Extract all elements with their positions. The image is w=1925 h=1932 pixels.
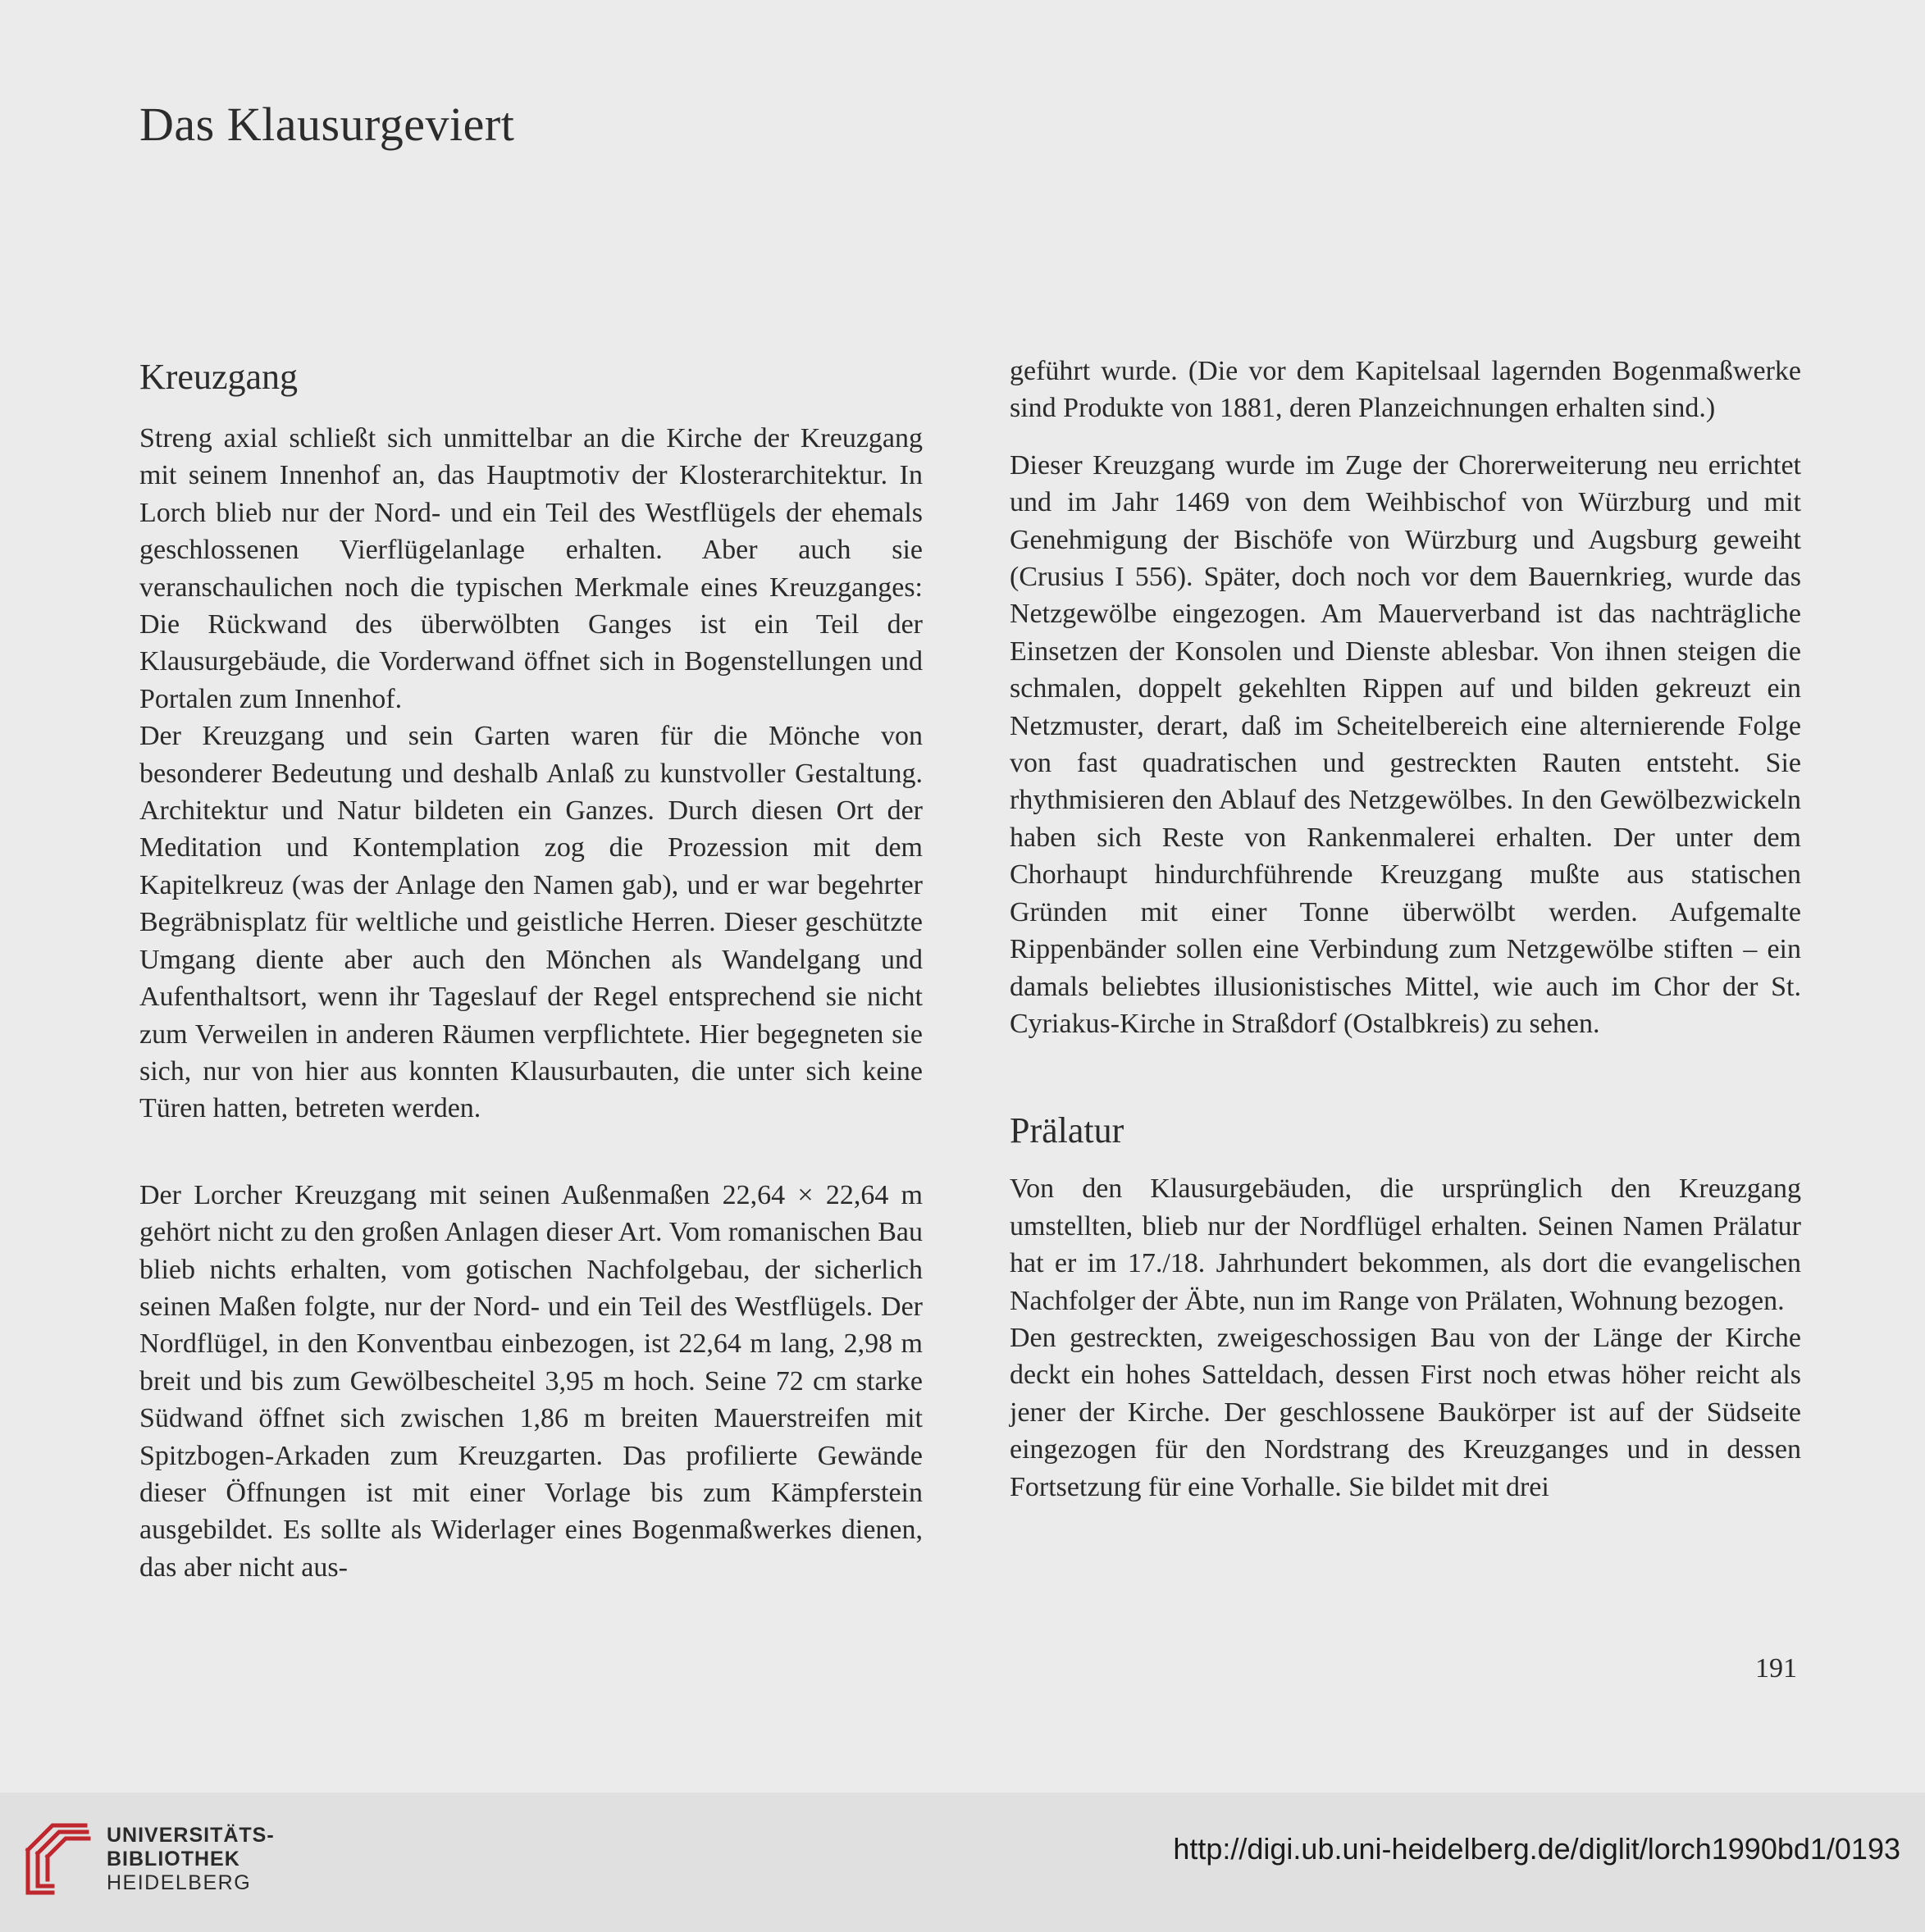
paragraph: Der Kreuzgang und sein Garten waren für die Mönche von besonderer Bedeutung und deshalb Anlaß zu kunstvoller Gestaltung. Architektur und Natur bildeten ein Ganzes. Durch diesen Ort der Meditation und Kontemplation zog die Prozession mit dem Kapitelkreuz (was der Anlage den Namen gab), und er war begehrter Begräbnisplatz für weltliche und geistliche Herren. Dieser geschützte Umgang diente aber auch den Mönchen als Wandelgang und Aufenthaltsort, wenn ihr Tageslauf der Regel entsprechend sie nicht zum Verweilen in anderen Räumen verpflichtete. Hier begegneten sie sich, nur von hier aus konnten Klausurbauten, die unter sich keine Türen hatten, betreten werden. xyxy=(139,721,923,1124)
paragraph: geführt wurde. (Die vor dem Kapitelsaal lagernden Bogenmaßwerke sind Produkte von 1881, deren Planzeichnungen erhalten sind.) xyxy=(1010,356,1801,424)
library-name xyxy=(107,1824,275,1895)
paragraph: Dieser Kreuzgang wurde im Zuge der Chorerweiterung neu errichtet und im Jahr 1469 von dem Weihbischof von Würzburg und mit Genehmigung der Bischöfe von Würzburg und Augsburg geweiht (Crusius I 556). Später, doch noch vor dem Bauernkrieg, wurde das Netzgewölbe eingezogen. Am Mauerverband ist das nachträgliche Einsetzen der Konsolen und Dienste ablesbar. Von ihnen steigen die schmalen, doppelt gekehlten Rippen auf und bilden gekreuzt ein Netzmuster, derart, daß im Scheitelbereich eine alternierende Folge von fast quadratischen und gestreckten Rauten entsteht. Sie rhythmisieren den Ablauf des Netzgewölbes. In den Gewölbezwickeln haben sich Reste von Rankenmalerei erhalten. Der unter dem Chorhaupt hindurchführende Kreuzgang mußte aus statischen Gründen mit einer Tonne überwölbt werden. Aufgemalte Rippenbänder sollen eine Verbindung zum Netzgewölbe stiften – ein damals beliebtes illusionistisches Mittel, wie auch im Chor der St. Cyriakus-Kirche in Straßdorf (Ostalbkreis) zu sehen. xyxy=(1010,449,1801,1039)
left-column xyxy=(139,344,923,1586)
section-heading-kreuzgang: Kreuzgang xyxy=(139,357,299,397)
paragraph: Von den Klausurgebäuden, die ursprünglich den Kreuzgang umstellten, blieb nur der Nordflügel erhalten. Seinen Namen Prälatur hat er im 17./18. Jahrhundert bekommen, als dort die evangelischen Nachfolger der Äbte, nun im Range von Prälaten, Wohnung bezogen. xyxy=(1010,1173,1801,1316)
library-name-line-3: HEIDELBERG xyxy=(107,1871,252,1894)
library-name-line-1: UNIVERSITÄTS- xyxy=(107,1824,275,1847)
paragraph: Streng axial schließt sich unmittelbar an die Kirche der Kreuzgang mit seinem Innenhof an, das Hauptmotiv der Klosterarchitektur. In Lorch blieb nur der Nord- und ein Teil des Westflügels der ehemals geschlossenen Vierflügelanlage erhalten. Aber auch sie veranschaulichen noch die typischen Merkmale eines Kreuzganges: Die Rückwand des überwölbten Ganges ist ein Teil der Klausurgebäude, die Vorderwand öffnet sich in Bogenstellungen und Portalen zum Innenhof. xyxy=(139,423,923,714)
library-name-line-2: BIBLIOTHEK xyxy=(107,1848,240,1870)
paragraph: Der Lorcher Kreuzgang mit seinen Außenmaßen 22,64 × 22,64 m gehört nicht zu den großen Anlagen dieser Art. Vom romanischen Bau blieb nichts erhalten, vom gotischen Nachfolgebau, der sicherlich seinen Maßen folgte, nur der Nord- und ein Teil des Westflügels. Der Nordflügel, in den Konventbau einbezogen, ist 22,64 m lang, 2,98 m breit und bis zum Gewölbescheitel 3,95 m hoch. Seine 72 cm starke Südwand öffnet sich zwischen 1,86 m breiten Mauerstreifen mit Spitzbogen-Arkaden zum Kreuzgarten. Das profilierte Gewände dieser Öffnungen ist mit einer Vorlage bis zum Kämpferstein ausgebildet. Es sollte als Widerlager eines Bogenmaßwerkes dienen, das aber nicht aus- xyxy=(139,1179,923,1583)
ub-heidelberg-logo-icon xyxy=(20,1817,102,1899)
page-title: Das Klausurgeviert xyxy=(139,98,515,151)
section-heading-praelatur: Prälatur xyxy=(1010,1110,1124,1151)
source-url-link[interactable]: http://digi.ub.uni-heidelberg.de/diglit/lorch1990bd1/0193 xyxy=(1173,1832,1900,1866)
paragraph: Den gestreckten, zweigeschossigen Bau von der Länge der Kirche deckt ein hohes Satteldach, dessen First noch etwas höher reicht als jener der Kirche. Der geschlossene Baukörper ist auf der Südseite eingezogen für den Nordstrang des Kreuzganges und in dessen Fortsetzung für eine Vorhalle. Sie bildet mit drei xyxy=(1010,1322,1801,1502)
right-column xyxy=(1010,344,1801,1506)
digitization-footer xyxy=(0,1793,1925,1932)
page-number: 191 xyxy=(1755,1653,1797,1684)
